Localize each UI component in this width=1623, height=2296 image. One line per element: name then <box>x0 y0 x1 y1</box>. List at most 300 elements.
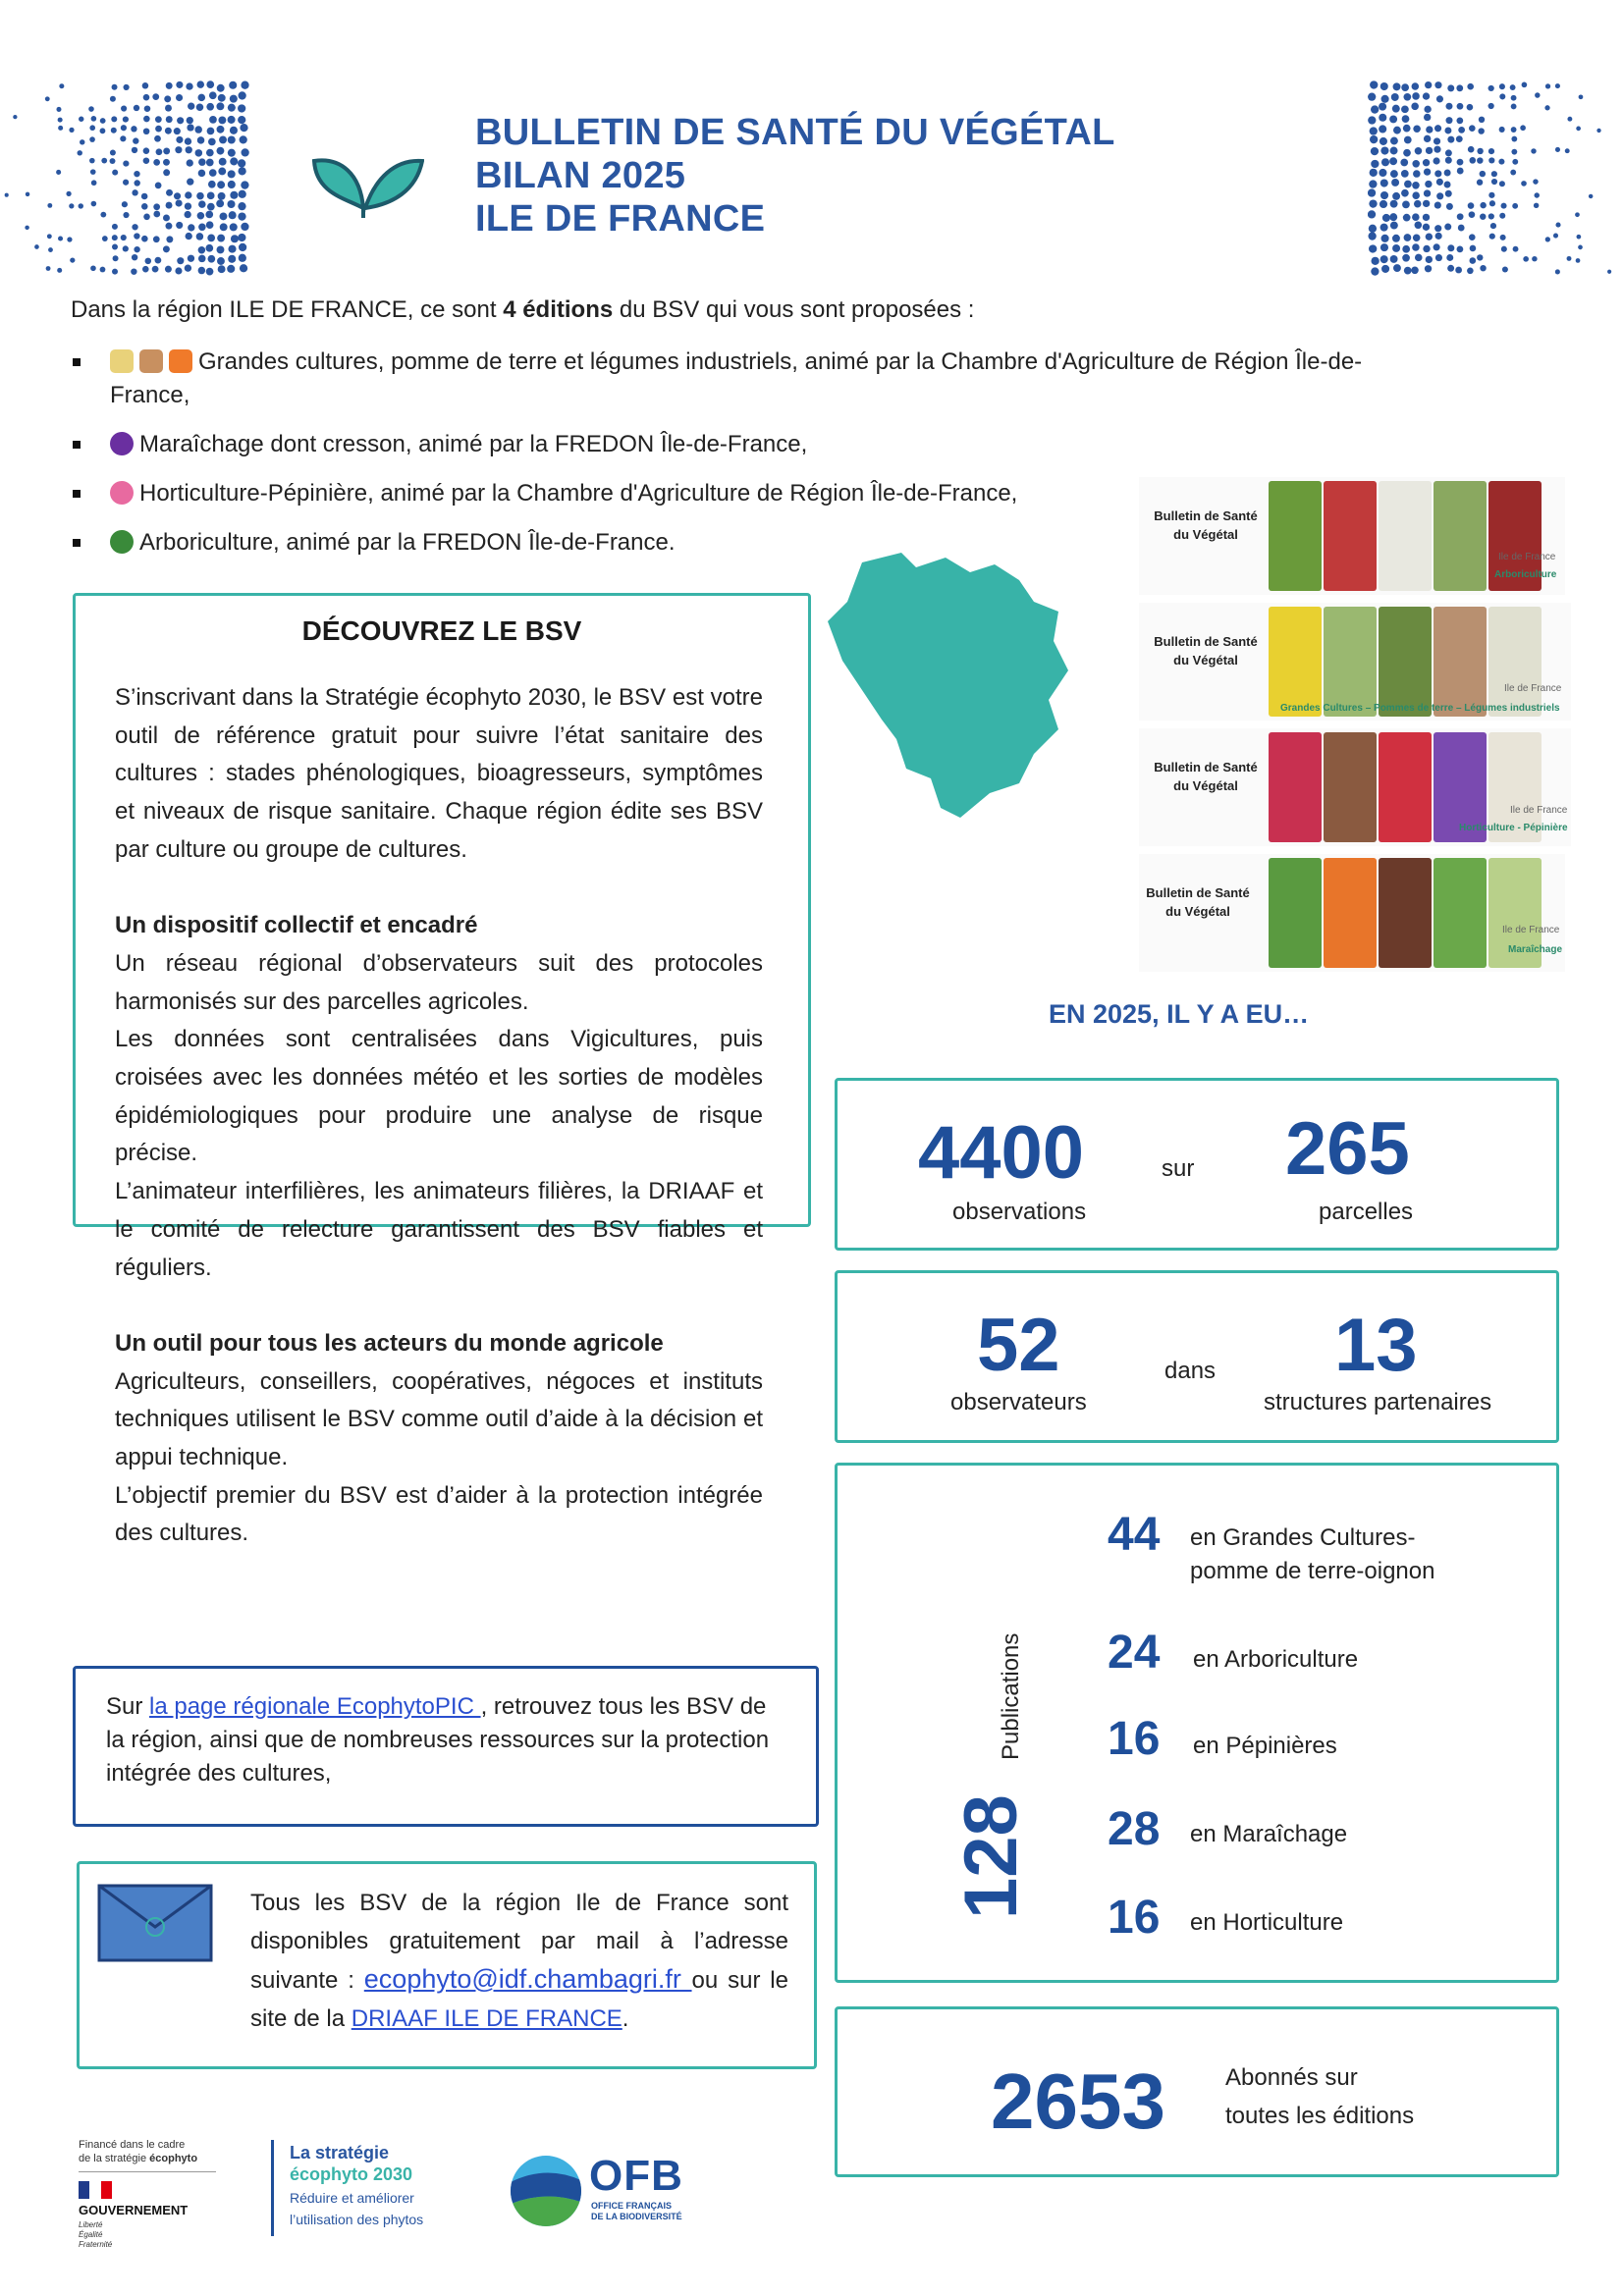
decor-dot <box>1444 127 1451 133</box>
structures-value: 13 <box>1334 1304 1418 1387</box>
decor-dot <box>163 245 170 252</box>
decor-dot <box>1381 158 1389 166</box>
decor-dot <box>163 214 170 221</box>
decor-dot <box>186 233 192 240</box>
decor-dot <box>110 158 116 164</box>
decor-dot <box>1414 200 1422 208</box>
decor-dot <box>228 170 236 178</box>
decor-dot <box>1392 244 1400 252</box>
decor-dot <box>1499 213 1505 219</box>
decor-dot <box>1423 200 1430 207</box>
decor-dot <box>1596 129 1600 133</box>
decor-dot <box>1368 188 1376 196</box>
decor-dot <box>196 233 204 240</box>
decor-dot <box>120 135 126 141</box>
decor-dot <box>1368 210 1376 218</box>
decor-dot <box>1434 201 1441 208</box>
dots-decoration-right <box>1368 80 1623 277</box>
decor-dot <box>1500 235 1506 240</box>
discover-paragraph-2a: Un réseau régional d’observateurs suit des protocoles harmonisés sur des parcelles agricoles. <box>115 949 763 1015</box>
decor-dot <box>228 181 236 188</box>
decor-dot <box>1579 94 1584 99</box>
decor-dot <box>26 192 29 196</box>
decor-dot <box>174 192 181 199</box>
decor-dot <box>217 257 225 265</box>
decor-dot <box>135 180 140 186</box>
decor-dot <box>177 257 184 264</box>
pub-count-maraichage: 28 <box>1108 1803 1161 1855</box>
dans-text: dans <box>1164 1358 1217 1384</box>
strategy-bar <box>271 2140 274 2236</box>
decor-dot <box>1470 245 1477 252</box>
decor-dot <box>230 191 238 199</box>
decor-dot <box>1369 244 1377 252</box>
decor-dot <box>155 257 162 264</box>
decor-dot <box>1513 246 1519 252</box>
decor-dot <box>1489 234 1495 240</box>
decor-dot <box>188 224 194 231</box>
discover-paragraph-3b: L’objectif premier du BSV est d’aider à la protection intégrée des cultures. <box>115 1481 763 1547</box>
decor-dot <box>1511 127 1517 133</box>
email-link[interactable]: ecophyto@idf.chambagri.fr <box>363 1964 692 1994</box>
decor-dot <box>1390 147 1398 155</box>
decor-dot <box>1369 199 1377 207</box>
decor-dot <box>78 150 82 155</box>
decor-dot <box>1392 105 1400 113</box>
decor-dot <box>1423 92 1430 99</box>
decor-dot <box>1455 267 1462 274</box>
decor-dot <box>1469 234 1476 240</box>
decor-dot <box>153 236 160 242</box>
discover-paragraph-2c: L’animateur interfilières, les animateurs filières, la DRIAAF et le comité de relecture garantissent des BSV fiables et réguliers. <box>115 1178 763 1281</box>
decor-dot <box>206 103 214 111</box>
decor-dot <box>1379 114 1386 122</box>
structures-label: structures partenaires <box>1264 1389 1492 1415</box>
decor-dot <box>47 203 52 208</box>
decor-dot <box>1445 103 1452 110</box>
decor-dot <box>196 192 204 200</box>
decor-dot <box>112 84 118 90</box>
decor-dot <box>89 125 95 131</box>
decor-dot <box>1402 245 1410 253</box>
decor-dot <box>1393 82 1401 90</box>
decor-dot <box>25 226 28 230</box>
decor-dot <box>218 192 226 200</box>
decor-dot <box>175 146 182 153</box>
decor-dot <box>186 146 192 153</box>
decor-dot <box>1403 149 1411 157</box>
decor-dot <box>1424 114 1431 121</box>
decor-dot <box>1415 147 1423 155</box>
decor-dot <box>1444 170 1451 177</box>
decor-dot <box>134 246 139 252</box>
decor-dot <box>152 266 159 273</box>
decor-dot <box>123 161 129 167</box>
decor-dot <box>216 102 224 110</box>
publications-label: Publications <box>998 1632 1024 1760</box>
decor-dot <box>1499 181 1505 187</box>
decor-dot <box>228 135 236 143</box>
decor-dot <box>165 128 172 134</box>
decor-dot <box>238 159 245 167</box>
decor-dot <box>177 117 184 124</box>
decor-dot <box>89 158 95 164</box>
decor-dot <box>1434 125 1441 132</box>
decor-dot <box>197 80 205 88</box>
decor-dot <box>132 189 137 195</box>
decor-dot <box>230 223 238 231</box>
decor-dot <box>1379 103 1386 111</box>
decor-dot <box>229 211 237 219</box>
decor-dot <box>1404 136 1412 144</box>
decor-dot <box>91 116 97 122</box>
decor-dot <box>112 269 118 275</box>
decor-dot <box>218 265 226 273</box>
decor-dot <box>163 169 170 176</box>
decor-dot <box>1390 222 1398 230</box>
decor-dot <box>239 190 246 198</box>
decor-dot <box>174 128 181 134</box>
decor-dot <box>1380 191 1388 199</box>
decor-dot <box>220 212 228 220</box>
discover-heading-3: Un outil pour tous les acteurs du monde agricole <box>115 1329 664 1357</box>
parcelles-label: parcelles <box>1319 1199 1414 1225</box>
decor-dot <box>1447 244 1454 251</box>
decor-dot <box>133 137 138 143</box>
decor-dot <box>1533 179 1538 184</box>
decor-dot <box>1555 83 1560 88</box>
decor-dot <box>1415 222 1423 230</box>
decor-dot <box>1490 223 1496 229</box>
band-label: Bulletin de Santé du Végétal <box>1154 760 1258 793</box>
pub-label-pepinieres: en Pépinières <box>1193 1733 1337 1759</box>
decor-dot <box>217 84 225 92</box>
decor-dot <box>1423 159 1430 166</box>
decor-dot <box>1380 137 1387 145</box>
decor-dot <box>143 147 150 154</box>
decor-dot <box>1380 146 1388 154</box>
decor-dot <box>1499 127 1505 133</box>
decor-dot <box>207 203 215 211</box>
decor-dot <box>209 116 217 124</box>
decor-dot <box>1576 258 1581 263</box>
decor-dot <box>1401 170 1409 178</box>
decor-dot <box>198 158 206 166</box>
decor-dot <box>1444 224 1451 231</box>
discover-paragraph-3a: Agriculteurs, conseillers, coopératives, négoces et instituts techniques utilisent le BSV comme outil d’aide à la décision et appui technique. <box>115 1367 763 1471</box>
decor-dot <box>1544 105 1549 110</box>
decor-dot <box>59 83 64 88</box>
decor-dot <box>100 128 106 133</box>
stats-heading: EN 2025, IL Y A EU… <box>1049 999 1310 1029</box>
decor-dot <box>1434 137 1440 144</box>
decor-dot <box>231 235 239 242</box>
decor-dot <box>1392 192 1400 200</box>
decor-dot <box>1511 104 1517 110</box>
ofb-logo-icon <box>509 2154 583 2228</box>
decor-dot <box>1368 116 1376 124</box>
bsv-band-grandes-cultures <box>1139 603 1571 721</box>
stat-box-observations <box>835 1078 1559 1251</box>
decor-dot <box>1488 192 1494 198</box>
decor-dot <box>56 170 61 175</box>
band-region: Ile de France <box>1510 805 1568 816</box>
driaaf-link[interactable]: DRIAAF ILE DE FRANCE <box>351 2005 622 2032</box>
decor-dot <box>1404 181 1412 188</box>
decor-dot <box>1447 136 1454 143</box>
decor-dot <box>1510 170 1516 176</box>
decor-dot <box>142 266 149 273</box>
decor-dot <box>1380 255 1388 263</box>
band-label: Bulletin de Santé du Végétal <box>1154 634 1258 667</box>
publications-total: 128 <box>949 1794 1033 1919</box>
decor-dot <box>1434 225 1441 232</box>
decor-dot <box>187 117 193 124</box>
decor-dot <box>176 94 183 101</box>
decor-dot <box>1480 202 1486 208</box>
decor-dot <box>112 170 118 176</box>
decor-dot <box>58 118 63 123</box>
decor-dot <box>1403 93 1411 101</box>
decor-dot <box>185 211 191 218</box>
decor-dot <box>1393 264 1401 272</box>
title-line-3: ILE DE FRANCE <box>475 198 766 240</box>
decor-dot <box>240 264 247 272</box>
decor-dot <box>1479 117 1485 123</box>
decor-dot <box>155 116 162 123</box>
decor-dot <box>112 235 118 240</box>
ofb-subtitle: OFFICE FRANÇAIS DE LA BIODIVERSITÉ <box>591 2201 682 2221</box>
decor-dot <box>112 244 118 250</box>
decor-dot <box>185 191 191 198</box>
decor-dot <box>187 178 193 185</box>
decor-dot <box>1412 243 1420 251</box>
decor-dot <box>242 148 249 156</box>
decor-dot <box>1532 256 1537 261</box>
decor-dot <box>209 91 217 99</box>
decor-dot <box>1423 214 1430 221</box>
decor-dot <box>1424 189 1431 196</box>
decor-dot <box>123 245 129 251</box>
decor-dot <box>1434 146 1440 153</box>
decor-dot <box>1456 135 1463 142</box>
decor-dot <box>1413 125 1421 133</box>
decor-dot <box>217 126 225 133</box>
decor-dot <box>1468 146 1475 153</box>
decor-dot <box>217 181 225 188</box>
decor-dot <box>240 135 247 143</box>
decor-dot <box>1510 84 1516 90</box>
decor-dot <box>134 233 139 239</box>
decor-dot <box>219 135 227 143</box>
observateurs-value: 52 <box>977 1304 1060 1387</box>
decor-dot <box>1423 224 1430 231</box>
decor-dot <box>1390 255 1398 263</box>
decor-dot <box>166 116 173 123</box>
decor-dot <box>166 189 173 196</box>
decor-dot <box>1456 117 1463 124</box>
decor-dot <box>1412 182 1420 189</box>
decor-dot <box>1413 170 1421 178</box>
discover-body <box>115 679 763 1553</box>
decor-dot <box>122 201 128 207</box>
decor-dot <box>34 244 39 249</box>
decor-dot <box>1467 104 1474 111</box>
decor-dot <box>143 157 150 164</box>
decor-dot <box>79 117 83 122</box>
mail-text: Tous les BSV de la région Ile de France sont disponibles gratuitement par mail à l’adresse suivante : ecophyto@idf.chambagri.fr ou sur le site de la DRIAAF ILE DE FRANCE. <box>250 1890 788 2032</box>
decor-dot <box>227 265 235 273</box>
decor-dot <box>238 167 245 175</box>
decor-dot <box>1412 92 1420 100</box>
decor-dot <box>206 149 214 157</box>
band-label: Bulletin de Santé du Végétal <box>1154 508 1258 542</box>
decor-dot <box>132 147 137 153</box>
decor-dot <box>1426 256 1433 263</box>
decor-dot <box>1488 103 1494 109</box>
decor-dot <box>123 180 129 186</box>
decor-dot <box>69 203 74 208</box>
decor-dot <box>1512 159 1518 165</box>
decor-dot <box>1412 191 1420 199</box>
decor-dot <box>1499 83 1505 89</box>
decor-dot <box>1511 95 1517 101</box>
decor-dot <box>13 115 17 119</box>
decor-dot <box>1426 126 1433 133</box>
decor-dot <box>1423 245 1430 252</box>
decor-dot <box>1555 223 1560 228</box>
decor-dot <box>5 193 9 197</box>
ile-de-france-map <box>823 543 1078 823</box>
pub-label-grandes-cultures: en Grandes Cultures- pomme de terre-oignon <box>1190 1524 1435 1584</box>
decor-dot <box>1480 171 1486 177</box>
decor-dot <box>1435 254 1442 261</box>
decor-dot <box>207 128 215 135</box>
decor-dot <box>1488 157 1494 163</box>
decor-dot <box>230 157 238 165</box>
decor-dot <box>166 202 173 209</box>
eggplant-icon <box>110 432 134 455</box>
decor-dot <box>239 91 246 99</box>
decor-dot <box>144 105 151 112</box>
decor-dot <box>164 95 171 102</box>
decor-dot <box>1458 127 1465 133</box>
decor-dot <box>1389 115 1397 123</box>
discover-title: DÉCOUVREZ LE BSV <box>301 615 582 646</box>
decor-dot <box>153 211 160 218</box>
decor-dot <box>89 136 95 142</box>
decor-dot <box>206 159 214 167</box>
decor-dot <box>1511 136 1517 142</box>
decor-dot <box>1502 266 1508 272</box>
decor-dot <box>238 234 245 241</box>
decor-dot <box>1401 189 1409 197</box>
decor-dot <box>228 149 236 157</box>
pub-count-arboriculture: 24 <box>1108 1627 1161 1679</box>
strategy-block: La stratégie écophyto 2030 Réduire et améliorer l’utilisation des phytos <box>290 2143 424 2227</box>
decor-dot <box>218 94 226 102</box>
decor-dot <box>141 236 148 242</box>
decor-dot <box>1553 234 1558 239</box>
decor-dot <box>66 191 71 196</box>
observations-value: 4400 <box>918 1111 1085 1195</box>
wheat-icon <box>110 349 134 373</box>
decor-dot <box>131 126 136 132</box>
band-region: Ile de France <box>1502 925 1560 935</box>
decor-dot <box>100 212 106 218</box>
decor-dot <box>1535 192 1540 197</box>
pub-count-grandes-cultures: 44 <box>1108 1509 1161 1561</box>
decor-dot <box>163 147 170 154</box>
subscribers-value: 2653 <box>991 2057 1165 2145</box>
decor-dot <box>1576 127 1581 132</box>
decor-dot <box>1488 213 1494 219</box>
decor-dot <box>230 127 238 134</box>
decor-dot <box>1499 93 1505 99</box>
decor-dot <box>1447 84 1454 91</box>
decor-dot <box>1477 148 1483 154</box>
decor-dot <box>1433 157 1439 164</box>
gov-motto: Liberté Égalité Fraternité <box>79 2220 113 2249</box>
decor-dot <box>1477 157 1483 163</box>
decor-dot <box>1521 181 1527 187</box>
decor-dot <box>1491 171 1497 177</box>
decor-dot <box>1402 115 1410 123</box>
decor-dot <box>1400 159 1408 167</box>
tree-icon <box>110 530 134 554</box>
decor-dot <box>121 235 127 240</box>
bsv-band-horticulture <box>1139 728 1571 846</box>
decor-dot <box>1511 149 1517 155</box>
decor-dot <box>1446 203 1453 210</box>
edition-item-horticulture: Horticulture-Pépinière, animé par la Chambre d'Agriculture de Région Île-de-France, <box>71 477 1543 510</box>
decor-dot <box>1457 213 1464 220</box>
subscribers-box <box>835 2006 1559 2177</box>
band-category: Arboriculture <box>1494 569 1557 580</box>
decor-dot <box>1589 194 1594 199</box>
decor-dot <box>1469 211 1476 218</box>
decor-dot <box>198 170 206 178</box>
decor-dot <box>102 236 108 241</box>
decor-dot <box>1522 81 1528 87</box>
decor-dot <box>156 148 163 155</box>
decor-dot <box>113 255 119 261</box>
decor-dot <box>1457 168 1464 175</box>
decor-dot <box>69 128 74 133</box>
decor-dot <box>228 255 236 263</box>
decor-dot <box>165 223 172 230</box>
decor-dot <box>1411 267 1419 275</box>
decor-dot <box>1458 225 1465 232</box>
decor-dot <box>1424 168 1431 175</box>
decor-dot <box>123 116 129 122</box>
decor-dot <box>1444 181 1451 187</box>
decor-dot <box>198 94 206 102</box>
decor-dot <box>1371 257 1379 265</box>
decor-dot <box>1523 256 1529 262</box>
flower-icon <box>110 481 134 505</box>
decor-dot <box>143 128 150 134</box>
decor-dot <box>1412 160 1420 168</box>
decor-dot <box>1390 200 1398 208</box>
decor-dot <box>91 201 97 207</box>
ecophytopic-link[interactable]: la page régionale EcophytoPIC <box>149 1693 481 1720</box>
decor-dot <box>1412 82 1420 90</box>
decor-dot <box>79 203 83 208</box>
decor-dot <box>1404 234 1412 241</box>
decor-dot <box>1402 200 1410 208</box>
decor-dot <box>1607 270 1611 274</box>
